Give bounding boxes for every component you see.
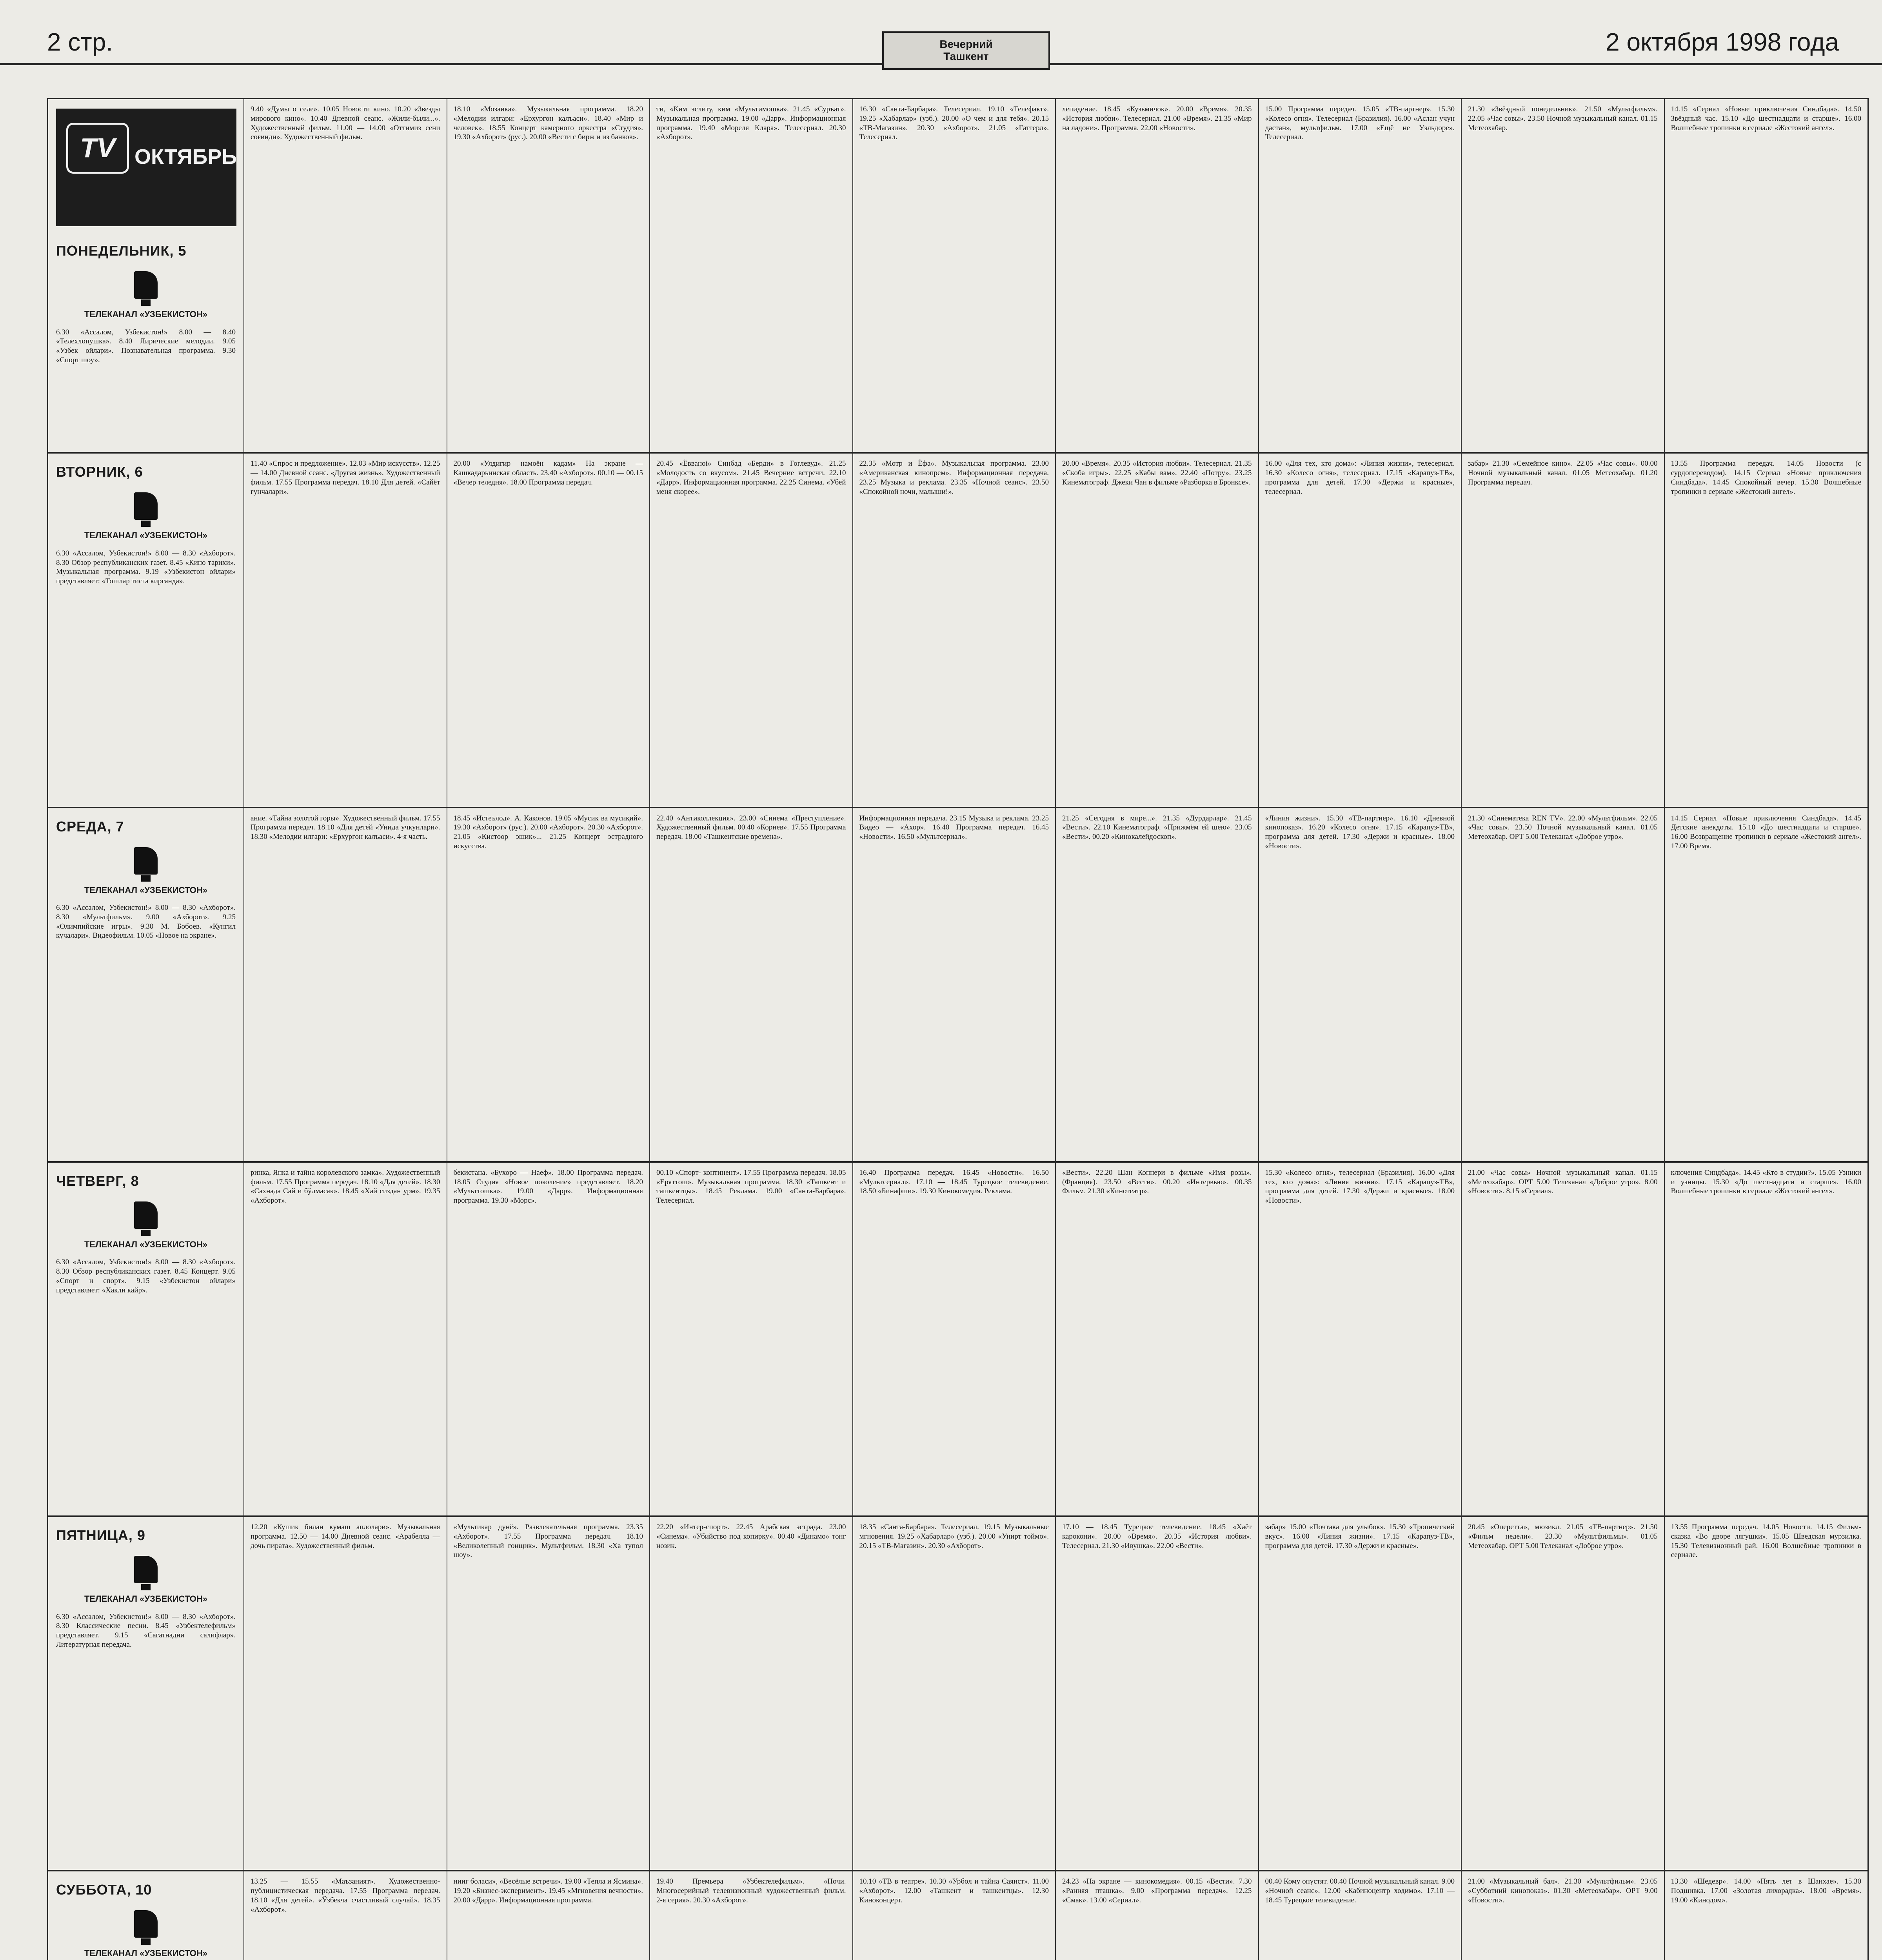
day-header: [48, 808, 244, 1163]
program-listing: «Линия жизни». 15.30 «ТВ-партнер». 16.10 «Дневной кинопоказ». 16.20 «Колесо огня». 17.15 «Карапуз-ТВ», программа для детей. 17.30 «Держи и красные». 18.00 «Новости».: [1265, 814, 1455, 850]
schedule-column: [1259, 454, 1462, 808]
program-listing: 19.40 Премьера «Узбектелефильм». «Ночи. Многосерийный телевизионный художественный фильм. 2-я серия». 20.30 «Ахборот».: [656, 1877, 846, 1904]
schedule-column: [1665, 454, 1868, 808]
program-listing: лепидение. 18.45 «Кузьмичок». 20.00 «Время». 20.35 «История любви». Телесериал. 21.00 «Время». 21.35 «Мир на ладони». Программа. 22.00 «Новости».: [1062, 105, 1252, 132]
program-listing: 11.40 «Спрос и предложение». 12.03 «Мир искусств». 12.25 — 14.00 Дневной сеанс. «Другая жизнь». Художественный фильм. 17.55 Программа передач. 18.10 Для детей. «Сайёт гунчалари».: [251, 459, 440, 496]
program-listing: 17.10 — 18.45 Турецкое телевидение. 18.45 «Хаёт карокони». 20.00 «Время». 20.35 «История любви». Телесериал. 21.30 «Ивушка». 22.00 «Вести».: [1062, 1523, 1252, 1550]
schedule-column: [244, 454, 447, 808]
program-listing: Информационная передача. 23.15 Музыка и реклама. 23.25 Видео — «Ахор». 16.40 Программа передач. 16.45 «Новости». 16.50 «Мультсериал».: [859, 814, 1049, 841]
schedule-column: [1665, 808, 1868, 1163]
day-name: ПЯТНИЦА, 9: [56, 1527, 145, 1544]
program-listing: 16.00 «Для тех, кто дома»: «Линия жизни», телесериал. 16.30 «Колесо огня», телесериал. 17.15 «Карапуз-ТВ», программа для детей. 17.30 «Держи и красные», телесериал.: [1265, 459, 1455, 496]
channel-logo-name: ТЕЛЕКАНАЛ «УЗБЕКИСТОН»: [84, 1594, 208, 1604]
schedule-column: [1259, 1517, 1462, 1871]
channel-logo: [56, 1910, 236, 1959]
channel-logo: [56, 847, 236, 896]
program-listing: бекистана. «Бухоро — Наеф». 18.00 Программа передач. 18.05 Студия «Новое поколение» представляет. 18.20 «Мульттошка». 19.00 «Дарр». Информационная программа. 19.30 «Морс».: [453, 1168, 643, 1205]
program-listing: 13.30 «Шедевр». 14.00 «Пять лет в Шанхае». 15.30 Подшивка. 17.00 «Золотая лихорадка». 18.00 «Время». 19.00 «Кинодом».: [1671, 1877, 1861, 1904]
program-listing: 13.55 Программа передач. 14.05 Новости (с сурдопереводом). 14.15 Сериал «Новые приключения Синдбада». 14.45 Спокойный вечер. 15.30 Волшебные тропинки в сериале «Жестокий ангел».: [1671, 459, 1861, 496]
program-listing: 15.00 Программа передач. 15.05 «ТВ-партнер». 15.30 «Колесо огня». Телесериал (Бразилия). 16.00 «Аслан учун дастан», мультфильм. 17.00 «Ещё не Уэльдоре». Телесериал.: [1265, 105, 1455, 142]
day-name: ЧЕТВЕРГ, 8: [56, 1172, 139, 1189]
schedule-column: [1462, 1517, 1665, 1871]
program-listing: 18.35 «Санта-Барбара». Телесериал. 19.15 Музыкальные мгновения. 19.25 «Хабарлар» (узб.). 20.00 «Унирт тоймо». 20.15 «ТВ-Магазин». 20.30 «Ахборот».: [859, 1523, 1049, 1550]
schedule-column: [244, 99, 447, 454]
schedule-column: [1462, 1871, 1665, 1960]
channel-logo: [56, 492, 236, 541]
program-listing: 9.40 «Думы о селе». 10.05 Новости кино. 10.20 «Звезды мирового кино». 10.40 Дневной сеанс. «Жили-были...». Художественный фильм. 11.00 — 14.00 «Оттимиз сени соғинди». Художественный фильм.: [251, 105, 440, 142]
schedule-column: [1462, 1163, 1665, 1517]
schedule-column: [244, 1871, 447, 1960]
program-listing: 6.30 «Ассалом, Узбекистон!» 8.00 — 8.30 «Ахборот». 8.30 Классические песни. 8.45 «Узбектелефильм» представляет. 9.15 «Сагатнадни салифлар». Литературная передача.: [56, 1612, 236, 1649]
masthead-top: Вечерний: [939, 38, 993, 51]
program-listing: 18.10 «Мозаика». Музыкальная программа. 18.20 «Мелодии илгари: «Ерхургон калъаси». 18.40 «Мир и человек». 18.55 Концерт камерного оркестра «Студия». 19.30 «Ахборот» (рус.). 20.00 «Вести с бирж и из банков».: [453, 105, 643, 142]
channel-logo-name: ТЕЛЕКАНАЛ «УЗБЕКИСТОН»: [84, 1948, 208, 1958]
program-listing: 10.10 «ТВ в театре». 10.30 «Урбол и тайна Саянст». 11.00 «Ахборот». 12.00 «Ташкент и ташкентцы». 12.30 Киноконцерт.: [859, 1877, 1049, 1904]
schedule-column: [1056, 454, 1259, 808]
program-listing: ание. «Тайна золотой горы». Художественный фильм. 17.55 Программа передач. 18.10 «Для детей «Унида учкунлари». 18.30 «Мелодии илгари: «Ерхургон калъаси». 4-я часть.: [251, 814, 440, 841]
schedule-column: [853, 454, 1056, 808]
channel-logo-icon: [134, 1556, 158, 1591]
month-title: ОКТЯБРЬ: [134, 145, 237, 169]
program-listing: 13.25 — 15.55 «Маъзаният». Художественно-публицистическая передача. 17.55 Программа передач. 18.10 «Для детей». «Ўзбекча счастливый случай». 18.35 «Ахборот».: [251, 1877, 440, 1914]
schedule-column: [447, 1163, 650, 1517]
program-listing: 6.30 «Ассалом, Узбекистон!» 8.00 — 8.30 «Ахборот». 8.30 Обзор республиканских газет. 8.45 Концерт. 9.05 «Спорт и спорт». 9.15 «Узбекистон ойлари» представляет: «Хакли кайр».: [56, 1258, 236, 1294]
schedule-column: [650, 1871, 853, 1960]
schedule-column: [447, 808, 650, 1163]
schedule-column: [1056, 1871, 1259, 1960]
schedule-column: [1462, 454, 1665, 808]
program-listing: 00.10 «Спорт- континент». 17.55 Программа передач. 18.05 «Еряттош». Музыкальная программа. 18.30 «Ташкент и ташкентцы». 18.45 Реклама. 19.00 «Санта-Барбара». Телесериал.: [656, 1168, 846, 1205]
schedule-column: [1665, 1163, 1868, 1517]
program-listing: 24.23 «На экране — кинокомедия». 00.15 «Вести». 7.30 «Ранняя пташка». 9.00 «Программа передач». 12.25 «Смак». 13.00 «Сериал».: [1062, 1877, 1252, 1904]
issue-date: 2 октября 1998 года: [1606, 28, 1839, 56]
channel-logo-icon: [134, 847, 158, 882]
program-listing: 21.30 «Синематека REN TV». 22.00 «Мультфильм». 22.05 «Час совы». 23.50 Ночной музыкальный канал. 01.05 Метеохабар. ОРТ 5.00 Телеканал «Доброе утро».: [1468, 814, 1658, 841]
schedule-column: [650, 1517, 853, 1871]
schedule-column: [244, 808, 447, 1163]
schedule-column: [1462, 808, 1665, 1163]
program-listing: 16.40 Программа передач. 16.45 «Новости». 16.50 «Мультсериал». 17.10 — 18.45 Турецкое телевидение. 18.50 «Бинафши». 19.30 Кинокомедия. Реклама.: [859, 1168, 1049, 1196]
schedule-column: [1259, 99, 1462, 454]
program-listing: 12.20 «Кушик билан кумаш аплолари». Музыкальная программа. 12.50 — 14.00 Дневной сеанс. «Арабелла — дочь пирата». Художественный фильм.: [251, 1523, 440, 1550]
day-header: [48, 1517, 244, 1871]
schedule-column: [244, 1163, 447, 1517]
program-listing: 21.25 «Сегодня в мире...». 21.35 «Дурдарлар». 21.45 «Вести». 22.10 Кинематограф. «Прижмём ей шею». 23.05 «Вести». 00.20 «Кинокалейдоскоп».: [1062, 814, 1252, 841]
schedule-column: [1462, 99, 1665, 454]
channel-logo-icon: [134, 271, 158, 307]
channel-logo-name: ТЕЛЕКАНАЛ «УЗБЕКИСТОН»: [84, 309, 208, 319]
program-listing: 20.00 «Улдигир намоён кадам» На экране — Кашкадарьинская область. 23.40 «Ахборот». 00.10 — 00.15 «Вечер теледня». 18.00 Программа передач.: [453, 459, 643, 486]
program-listing: 22.35 «Мотр и Ёфа». Музыкальная программа. 23.00 «Американская кинопрем». Информационная передача. 23.25 Музыка и реклама. 23.35 «Ночной сеанс». 23.50 «Спокойной ночи, малыши!».: [859, 459, 1049, 496]
schedule-column: [650, 454, 853, 808]
newspaper-masthead: [882, 31, 1050, 70]
day-header: [48, 454, 244, 808]
program-listing: 6.30 «Ассалом, Узбекистон!» 8.00 — 8.30 «Ахборот». 8.30 Обзор республиканских газет. 8.45 «Кино тарихи». Музыкальная программа. 9.19 «Узбекистон ойлари» представляет: «Тошлар тисга кирганда».: [56, 549, 236, 586]
schedule-column: [1259, 1871, 1462, 1960]
day-header: [48, 1871, 244, 1960]
channel-logo: [56, 1201, 236, 1250]
channel-logo-name: ТЕЛЕКАНАЛ «УЗБЕКИСТОН»: [84, 530, 208, 541]
schedule-column: [447, 1871, 650, 1960]
program-listing: 14.15 «Сериал «Новые приключения Синдбада». 14.50 Звёздный час. 15.10 «До шестнадцати и старше». 16.00 Волшебные тропинки в сериале «Жестокий ангел».: [1671, 105, 1861, 132]
program-listing: ключения Синдбада». 14.45 «Кто в студии?». 15.05 Узники и узницы. 15.30 «До шестнадцати и старше». 16.00 Волшебные тропинки в сериале «Жестокий ангел».: [1671, 1168, 1861, 1196]
schedule-column: [1056, 808, 1259, 1163]
schedule-column: [853, 99, 1056, 454]
channel-logo-icon: [134, 492, 158, 528]
program-listing: 6.30 «Ассалом, Узбекистон!» 8.00 — 8.40 «Телехлопушка». 8.40 Лирические мелодии. 9.05 «Узбек ойлари». Познавательная программа. 9.30 «Спорт шоу».: [56, 328, 236, 364]
day-name: СУББОТА, 10: [56, 1882, 152, 1898]
schedule-column: [1056, 1517, 1259, 1871]
schedule-column: [853, 1871, 1056, 1960]
tv-logo-icon: TV: [66, 123, 129, 174]
schedule-column: [650, 808, 853, 1163]
day-name: ПОНЕДЕЛЬНИК, 5: [56, 243, 187, 259]
program-listing: 16.30 «Санта-Барбара». Телесериал. 19.10 «Телефакт». 19.25 «Хабарлар» (узб.). 20.00 «О чем и для тебя». 20.15 «ТВ-Магазин». 20.30 «Ахборот». 21.05 «Гаттерл». Телесериал.: [859, 105, 1049, 142]
channel-logo-icon: [134, 1910, 158, 1945]
day-name: СРЕДА, 7: [56, 818, 124, 835]
program-listing: забар» 15.00 «Почтака для улыбок». 15.30 «Тропический вкус». 16.00 «Линия жизни». 17.15 «Карапуз-ТВ», программа для детей. 17.30 «Держи и красные».: [1265, 1523, 1455, 1550]
program-listing: 21.00 «Музыкальный бал». 21.30 «Мультфильм». 23.05 «Субботний кинопоказ». 01.30 «Метеохабар». ОРТ 9.00 «Новости».: [1468, 1877, 1658, 1904]
program-listing: нииг боласи», «Весёлые встречи». 19.00 «Тепла и Ясмина». 19.20 «Бизнес-эксперимент». 19.45 «Мгновения вечности». 20.00 «Дарр». Информационная программа.: [453, 1877, 643, 1904]
schedule-column: [1665, 1517, 1868, 1871]
program-listing: ти, «Ким эслиту, ким «Мультимошка». 21.45 «Суръат». Музыкальная программа. 19.00 «Дарр». Информационная программа. 19.40 «Мореля Клара». Телесериал. 20.30 «Ахборот».: [656, 105, 846, 142]
program-listing: «Мультикар дунё». Развлекательная программа. 23.35 «Ахборот». 17.55 Программа передач. 18.10 «Великолепный гонщик». Мультфильм. 18.30 «Ха тупол шоу».: [453, 1523, 643, 1559]
schedule-column: [1259, 1163, 1462, 1517]
schedule-column: [650, 1163, 853, 1517]
program-listing: 20.00 «Время». 20.35 «История любви». Телесериал. 21.35 «Скоба игры». 22.25 «Кабы вам». 22.40 «Потру». 23.25 Кинематограф. Джеки Чан в фильме «Разборка в Бронксе».: [1062, 459, 1252, 486]
program-listing: 18.45 «Истеълод». А. Каконов. 19.05 «Мусик ва мусиқий». 19.30 «Ахборот» (рус.). 20.00 «Ахборот». 20.30 «Ахборот». 21.05 «Кистоор эшик»... 21.25 Концерт эстрадного искусства.: [453, 814, 643, 850]
schedule-column: [853, 1163, 1056, 1517]
channel-logo-name: ТЕЛЕКАНАЛ «УЗБЕКИСТОН»: [84, 1239, 208, 1249]
program-listing: 20.45 «Оперетта», мюзикл. 21.05 «ТВ-партнер». 21.50 «Фильм недели». 23.30 «Мультфильмы». 01.05 Метеохабар. ОРТ 5.00 Телеканал «Доброе утро».: [1468, 1523, 1658, 1550]
day-header: [48, 99, 244, 454]
program-listing: 14.15 Сериал «Новые приключения Синдбада». 14.45 Детские анекдоты. 15.10 «До шестнадцати и старше». 16.00 Возвращение тропинки в сериале «Жестокий ангел». 17.00 Время.: [1671, 814, 1861, 850]
channel-logo-name: ТЕЛЕКАНАЛ «УЗБЕКИСТОН»: [84, 885, 208, 895]
tv-schedule-grid: [47, 98, 1869, 1960]
program-listing: 20.45 «Ёвваноi» Синбад «Берди» в Гоглевуд». 21.25 «Молодость со вкусом». 21.45 Вечерние встречи. 22.10 «Дарр». Информационная программа. 22.25 Синема. «Убей меня скорее».: [656, 459, 846, 496]
program-listing: 21.30 «Звёздный понедельник». 21.50 «Мультфильм». 22.05 «Час совы». 23.50 Ночной музыкальный канал. 01.15 Метеохабар.: [1468, 105, 1658, 132]
channel-logo: [56, 271, 236, 320]
channel-logo: [56, 1556, 236, 1604]
program-listing: 13.55 Программа передач. 14.05 Новости. 14.15 Фильм-сказка «Во дворе лягушки». 15.05 Шведская мурзилка. 15.30 Телевизионный рай. 16.00 Волшебные тропинки в сериале.: [1671, 1523, 1861, 1559]
day-header: [48, 1163, 244, 1517]
program-listing: 22.20 «Интер-спорт». 22.45 Арабская эстрада. 23.00 «Синема». «Убийство под копирку». 00.40 «Динамо» тонг нозик.: [656, 1523, 846, 1550]
schedule-column: [1056, 99, 1259, 454]
schedule-column: [853, 1517, 1056, 1871]
page-number: 2 стр.: [47, 28, 113, 56]
program-listing: 15.30 «Колесо огня», телесериал (Бразилия). 16.00 «Для тех, кто дома»: «Линия жизни». 17.15 «Карапуз-ТВ», программа для детей. 17.30 «Держи и красные». 18.00 «Новости».: [1265, 1168, 1455, 1205]
channel-logo-icon: [134, 1201, 158, 1237]
day-name: ВТОРНИК, 6: [56, 464, 143, 480]
program-listing: 6.30 «Ассалом, Узбекистон!» 8.00 — 8.30 «Ахборот». 8.30 «Мультфильм». 9.00 «Ахборот». 9.25 «Олимпийские игры». 9.30 М. Бобоев. «Кунгил кучалари». Видеофильм. 10.05 «Новое на экране».: [56, 904, 236, 940]
schedule-column: [447, 99, 650, 454]
schedule-column: [1056, 1163, 1259, 1517]
masthead-bottom: Ташкент: [943, 50, 989, 62]
page-header: [0, 0, 1882, 65]
month-block: [56, 109, 236, 226]
schedule-column: [447, 454, 650, 808]
program-listing: ринка, Янка и тайна королевского замка». Художественный фильм. 17.55 Программа передач. 18.10 «Для детей». 18.30 «Сахнада Сай и бўлмасак». 18.45 «Хай сиздан урм». 19.35 «Ахборот».: [251, 1168, 440, 1205]
program-listing: 00.40 Кому опустят. 00.40 Ночной музыкальный канал. 9.00 «Ночной сеанс». 12.00 «Кабиноцентр ходимо». 17.10 — 18.45 Турецкое телевидение.: [1265, 1877, 1455, 1904]
program-listing: 22.40 «Антиколлекция». 23.00 «Синема «Преступление». Художественный фильм. 00.40 «Корнев». 17.55 Программа передач. 18.00 «Ташкентские времена».: [656, 814, 846, 841]
program-listing: 21.00 «Час совы» Ночной музыкальный канал. 01.15 «Метеохабар». ОРТ 5.00 Телеканал «Доброе утро». 8.00 «Новости». 8.15 «Сериал».: [1468, 1168, 1658, 1196]
schedule-column: [853, 808, 1056, 1163]
program-listing: «Вести». 22.20 Шан Коннери в фильме «Имя розы». (Франция). 23.50 «Вести». 00.20 «Интервью». 00.35 Фильм. 21.30 «Кинотеатр».: [1062, 1168, 1252, 1196]
program-listing: забар» 21.30 «Семейное кино». 22.05 «Час совы». 00.00 Ночной музыкальный канал. 01.05 Метеохабар. 01.20 Программа передач.: [1468, 459, 1658, 486]
schedule-column: [244, 1517, 447, 1871]
schedule-column: [1259, 808, 1462, 1163]
schedule-column: [1665, 99, 1868, 454]
schedule-column: [1665, 1871, 1868, 1960]
schedule-column: [447, 1517, 650, 1871]
schedule-column: [650, 99, 853, 454]
